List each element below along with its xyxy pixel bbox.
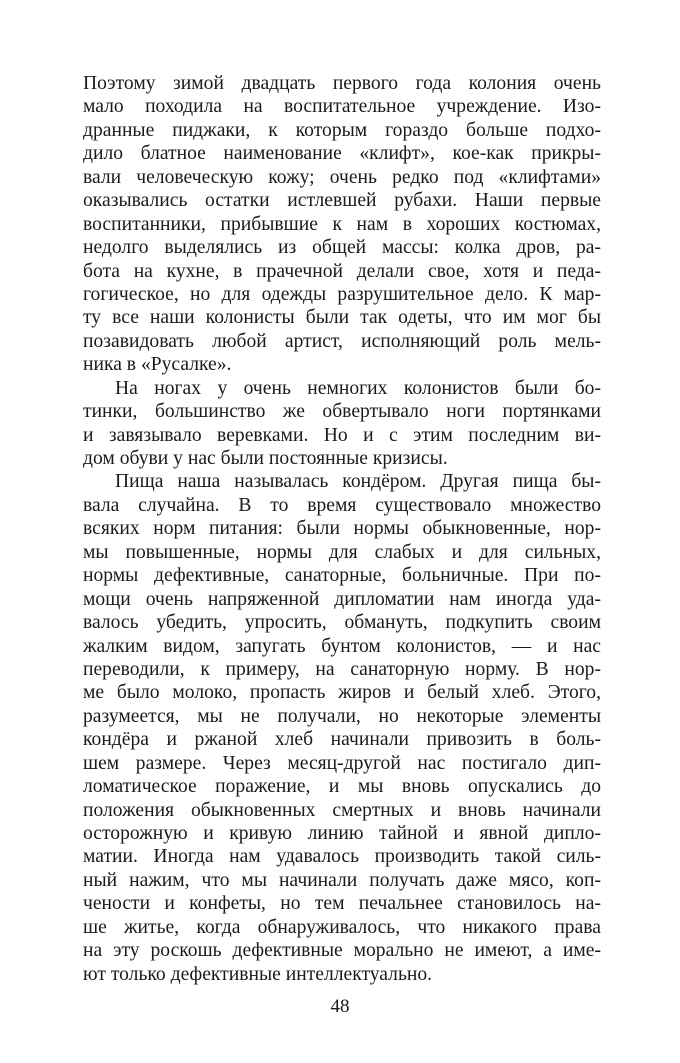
- text-line: нормы дефективные, санаторные, больничные. При по-: [83, 565, 601, 587]
- text-line: дом обуви у нас были постоянные кризисы.: [83, 448, 448, 469]
- text-line: ту все наши колонисты были так одеты, что им мог бы: [83, 307, 601, 329]
- text-line: воспитанники, прибывшие к нам в хороших костюмах,: [83, 213, 601, 235]
- text-line: ника в «Русалке».: [83, 354, 232, 376]
- text-line: положения обыкновенных смертных и вновь начинали: [83, 799, 601, 821]
- text-line: шем размере. Через месяц-другой нас постигало дип-: [83, 752, 601, 774]
- text-line: дранные пиджаки, к которым гораздо больше подхо-: [83, 119, 601, 141]
- text-line: гогическое, но для одежды разрушительное дело. К мар-: [83, 283, 601, 305]
- text-line: мы повышенные, нормы для слабых и для сильных,: [83, 541, 601, 563]
- text-line: валось убедить, упросить, обмануть, подкупить своим: [83, 612, 601, 634]
- paragraph: [83, 470, 601, 986]
- text-line: вали человеческую кожу; очень редко под «клифтами»: [83, 166, 601, 188]
- text-line: ше житье, когда обнаруживалось, что никакого права: [83, 916, 601, 938]
- text-line: всяких норм питания: были нормы обыкновенные, нор-: [83, 518, 601, 540]
- text-line: дило блатное наименование «клифт», кое-как прикры-: [83, 143, 601, 165]
- text-line: жалким видом, запугать бунтом колонистов, — и нас: [83, 635, 601, 657]
- text-line: ют только дефективные интеллектуально.: [83, 963, 433, 985]
- text-line: ный нажим, что мы начинали получать даже мясо, коп-: [83, 869, 601, 891]
- paragraph: [83, 377, 601, 471]
- text-line: вала случайна. В то время существовало множество: [83, 494, 601, 516]
- text-line: На ногах у очень немногих колонистов были бо-: [115, 377, 601, 399]
- text-line: ме было молоко, пропасть жиров и белый хлеб. Этого,: [83, 682, 601, 704]
- text-line: и завязывало веревками. Но и с этим последним ви-: [83, 424, 601, 446]
- text-line: Пища наша называлась кондёром. Другая пища бы-: [115, 471, 601, 493]
- paragraph: [83, 72, 601, 377]
- text-line: ломатическое поражение, и мы вновь опускались до: [83, 776, 601, 798]
- text-line: матии. Иногда нам удавалось производить такой силь-: [83, 846, 601, 868]
- text-line: оказывались остатки истлевшей рубахи. Наши первые: [83, 190, 601, 212]
- body-text: [83, 72, 601, 986]
- text-line: переводили, к примеру, на санаторную норму. В нор-: [83, 658, 601, 680]
- text-line: разумеется, мы не получали, но некоторые элементы: [83, 705, 601, 727]
- text-line: бота на кухне, в прачечной делали свое, хотя и педа-: [83, 260, 601, 282]
- text-line: кондёра и ржаной хлеб начинали привозить в боль-: [83, 729, 601, 751]
- text-line: Поэтому зимой двадцать первого года колония очень: [83, 73, 601, 94]
- text-line: осторожную и кривую линию тайной и явной дипло-: [83, 823, 601, 844]
- text-line: мощи очень напряженной дипломатии нам иногда уда-: [83, 588, 601, 610]
- text-line: чености и конфеты, но тем печальнее становилось на-: [83, 893, 601, 915]
- page-number: 48: [330, 996, 350, 1017]
- text-line: позавидовать любой артист, исполняющий роль мель-: [83, 330, 601, 352]
- text-line: недолго выделялись из общей массы: колка дров, ра-: [83, 237, 601, 259]
- text-line: тинки, большинство же обвертывало ноги портянками: [83, 401, 601, 423]
- text-line: мало походила на воспитательное учреждение. Изо-: [83, 96, 601, 118]
- text-line: на эту роскошь дефективные морально не имеют, а име-: [83, 940, 601, 962]
